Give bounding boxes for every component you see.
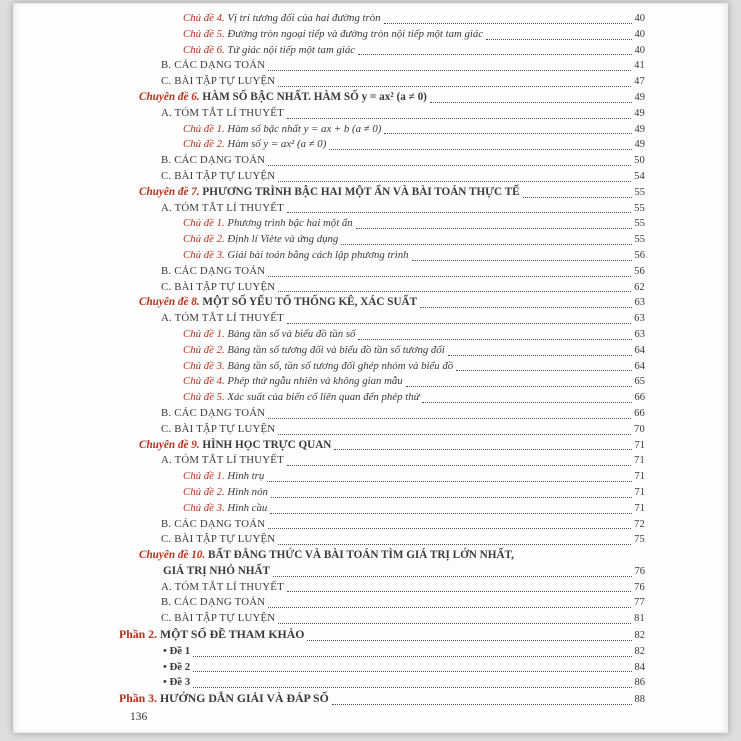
dot-leader xyxy=(384,133,631,134)
toc-entry-title: BÀI TẬP TỰ LUYỆN xyxy=(174,533,276,546)
dot-leader xyxy=(270,513,631,514)
toc-entry xyxy=(119,201,645,217)
toc-entry xyxy=(119,390,645,406)
toc-entry-title: Bảng tần số, tần số tương đối ghép nhóm và biểu đồ xyxy=(227,359,454,372)
footer-page-number: 136 xyxy=(130,711,148,723)
toc-entry xyxy=(119,74,645,90)
toc-entry-page-number: 66 xyxy=(634,392,645,404)
toc-entry-page-number: 76 xyxy=(634,565,645,577)
toc-entry-label: B. xyxy=(161,264,172,277)
toc-entry xyxy=(119,169,645,185)
toc-entry xyxy=(119,11,645,27)
toc-entry-label: Phần 3. xyxy=(119,691,158,706)
toc-entry xyxy=(119,122,645,138)
toc-entry-title: TÓM TẮT LÍ THUYẾT xyxy=(174,106,284,119)
toc-entry-title: Xác suất của biến cố liên quan đến phép thử xyxy=(227,391,420,404)
book-page xyxy=(13,3,728,733)
toc-entry-title: Hình trụ xyxy=(227,470,265,483)
toc-entry-label: Chủ đề 1. xyxy=(183,327,225,340)
toc-entry xyxy=(119,280,645,296)
toc-entry-title: Tứ giác nội tiếp một tam giác xyxy=(227,43,356,56)
toc-entry-label: Chủ đề 2. xyxy=(183,233,225,246)
toc-entry-title: PHƯƠNG TRÌNH BẬC HAI MỘT ẨN VÀ BÀI TOÁN THỰC TẾ xyxy=(202,185,520,198)
dot-leader xyxy=(448,355,632,356)
dot-leader xyxy=(278,291,631,292)
toc-entry-title: Đường tròn ngoại tiếp và đường tròn nội tiếp một tam giác xyxy=(227,27,484,40)
toc-entry-page-number: 50 xyxy=(634,155,645,167)
toc-entry-label: Chuyên đề 8. xyxy=(139,296,200,309)
dot-leader xyxy=(268,70,631,71)
toc-entry-label: Chủ đề 3. xyxy=(183,501,225,514)
toc-entry-label: Chủ đề 2. xyxy=(183,138,225,151)
dot-leader xyxy=(341,244,631,245)
toc-entry-label: B. xyxy=(161,59,172,72)
toc-entry-label: Chủ đề 5. xyxy=(183,27,225,40)
dot-leader xyxy=(406,386,632,387)
toc-entry-label: A. xyxy=(161,312,172,325)
toc-entry-page-number: 41 xyxy=(634,60,645,72)
toc-entry xyxy=(119,611,645,627)
toc-entry-label: C. xyxy=(161,533,172,546)
dot-leader xyxy=(278,544,631,545)
toc-entry-label: Chủ đề 4. xyxy=(183,12,225,24)
toc-entry xyxy=(119,153,645,169)
toc-entry xyxy=(119,517,645,533)
toc-entry-page-number: 86 xyxy=(634,677,645,689)
toc-entry-title: MỘT SỐ YẾU TỐ THỐNG KÊ, XÁC SUẤT xyxy=(202,296,418,309)
toc-entry xyxy=(119,644,645,660)
toc-entry xyxy=(119,485,645,501)
toc-list xyxy=(119,11,645,708)
toc-entry-title: TÓM TẮT LÍ THUYẾT xyxy=(174,580,284,593)
toc-entry xyxy=(119,185,645,201)
toc-entry-title: HƯỚNG DẪN GIẢI VÀ ĐÁP SỐ xyxy=(159,691,329,706)
toc-entry-page-number: 55 xyxy=(634,202,645,214)
toc-entry-title: BÀI TẬP TỰ LUYỆN xyxy=(174,75,276,88)
toc-entry-title: BẤT ĐẲNG THỨC VÀ BÀI TOÁN TÌM GIÁ TRỊ LỚN NHẤT, xyxy=(208,549,514,562)
dot-leader xyxy=(287,591,631,592)
toc-entry-label: Chủ đề 5. xyxy=(183,391,225,404)
toc-entry xyxy=(119,58,645,74)
toc-entry-label: C. xyxy=(161,169,172,182)
toc-entry-label: Chủ đề 4. xyxy=(183,375,225,388)
dot-leader xyxy=(358,54,631,55)
toc-entry-label: Chủ đề 2. xyxy=(183,343,225,356)
toc-entry-page-number: 66 xyxy=(634,407,645,419)
toc-entry-title: Vị trí tương đối của hai đường tròn xyxy=(227,12,381,24)
toc-entry-page-number: 40 xyxy=(634,28,645,40)
dot-leader xyxy=(193,687,631,688)
toc-entry xyxy=(119,532,645,548)
dot-leader xyxy=(278,434,631,435)
toc-entry-page-number: 71 xyxy=(634,471,645,483)
dot-leader xyxy=(278,623,631,624)
toc-entry-label: A. xyxy=(161,106,172,119)
dot-leader xyxy=(271,497,632,498)
dot-leader xyxy=(287,118,631,119)
toc-entry-label: B. xyxy=(161,154,172,167)
toc-entry-label: Chuyên đề 9. xyxy=(139,438,200,451)
toc-entry-title: CÁC DẠNG TOÁN xyxy=(174,264,266,277)
toc-entry-label: Chuyên đề 6. xyxy=(139,90,200,103)
toc-entry-page-number: 64 xyxy=(634,360,645,372)
toc-entry-page-number: 70 xyxy=(634,423,645,435)
dot-leader xyxy=(430,102,632,103)
toc-entry xyxy=(119,106,645,122)
toc-entry-page-number: 72 xyxy=(634,518,645,530)
toc-entry-title: MỘT SỐ ĐỀ THAM KHẢO xyxy=(159,627,305,642)
dot-leader xyxy=(268,276,631,277)
toc-entry xyxy=(119,660,645,676)
dot-leader xyxy=(307,640,631,641)
toc-entry-label: B. xyxy=(161,596,172,609)
dot-leader xyxy=(420,307,631,308)
toc-entry-title: Giải bài toán bằng cách lập phương trình xyxy=(227,248,409,261)
toc-entry xyxy=(119,374,645,390)
dot-leader xyxy=(193,671,631,672)
toc-entry-page-number: 65 xyxy=(634,376,645,388)
toc-entry-label: Chủ đề 2. xyxy=(183,485,225,498)
toc-entry-title: Định lí Viète và ứng dụng xyxy=(227,233,339,246)
toc-entry-page-number: 75 xyxy=(634,534,645,546)
toc-entry-label: B. xyxy=(161,517,172,530)
toc-entry-page-number: 47 xyxy=(634,76,645,88)
toc-entry-title: CÁC DẠNG TOÁN xyxy=(174,154,266,167)
toc-entry-page-number: 76 xyxy=(634,581,645,593)
dot-leader xyxy=(456,370,631,371)
dot-leader xyxy=(358,339,631,340)
toc-entry-label: Phần 2. xyxy=(119,627,158,642)
toc-entry-page-number: 54 xyxy=(634,170,645,182)
toc-entry xyxy=(119,43,645,59)
toc-entry-title: CÁC DẠNG TOÁN xyxy=(174,59,266,72)
toc-entry-page-number: 88 xyxy=(634,694,645,706)
toc-entry-label: A. xyxy=(161,580,172,593)
toc-entry-label: Chủ đề 3. xyxy=(183,248,225,261)
toc-entry xyxy=(119,295,645,311)
toc-entry xyxy=(119,691,645,708)
toc-entry xyxy=(119,359,645,375)
toc-entry-title: TÓM TẮT LÍ THUYẾT xyxy=(174,454,284,467)
toc-entry-label: Chủ đề 1. xyxy=(183,470,225,483)
toc-entry-page-number: 82 xyxy=(634,645,645,657)
toc-entry-page-number: 49 xyxy=(634,107,645,119)
toc-entry-label: • xyxy=(163,676,167,689)
dot-leader xyxy=(287,212,631,213)
dot-leader xyxy=(287,465,631,466)
toc-entry-label: Chủ đề 6. xyxy=(183,43,225,56)
toc-entry-title: Phép thử ngẫu nhiên và không gian mẫu xyxy=(227,375,403,388)
toc-entry-page-number: 63 xyxy=(634,328,645,340)
toc-entry xyxy=(119,137,645,153)
toc-entry xyxy=(119,548,645,580)
toc-entry-title: Bảng tần số và biểu đồ tần số xyxy=(227,327,356,340)
toc-entry xyxy=(119,232,645,248)
toc-entry-page-number: 62 xyxy=(634,281,645,293)
toc-entry-title: HÌNH HỌC TRỰC QUAN xyxy=(202,438,332,451)
dot-leader xyxy=(412,260,632,261)
toc-entry-page-number: 71 xyxy=(634,486,645,498)
toc-entry xyxy=(119,27,645,43)
toc-entry xyxy=(119,627,645,644)
dot-leader xyxy=(278,86,631,87)
dot-leader xyxy=(329,149,631,150)
dot-leader xyxy=(268,165,631,166)
toc-entry-page-number: 55 xyxy=(634,234,645,246)
toc-entry-label: Chủ đề 1. xyxy=(183,217,225,230)
toc-entry-label: • xyxy=(163,644,167,657)
dot-leader xyxy=(273,576,631,577)
toc-entry-page-number: 49 xyxy=(634,91,645,103)
toc-entry-page-number: 49 xyxy=(634,123,645,135)
dot-leader xyxy=(278,181,631,182)
toc-entry-title-continued: GIÁ TRỊ NHỎ NHẤT xyxy=(163,564,271,577)
toc-entry xyxy=(119,469,645,485)
toc-entry-title: Bảng tần số tương đối và biểu đồ tần số tương đối xyxy=(227,343,445,356)
dot-leader xyxy=(334,449,631,450)
toc-entry-title: Đề 3 xyxy=(169,676,191,689)
toc-entry-title: BÀI TẬP TỰ LUYỆN xyxy=(174,422,276,435)
toc-entry-label: Chủ đề 1. xyxy=(183,122,225,135)
toc-entry xyxy=(119,501,645,517)
toc-entry-title: Hình nón xyxy=(227,485,268,498)
toc-entry xyxy=(119,453,645,469)
toc-entry-title: BÀI TẬP TỰ LUYỆN xyxy=(174,169,276,182)
dot-leader xyxy=(268,418,631,419)
toc-entry-title: CÁC DẠNG TOÁN xyxy=(174,517,266,530)
toc-entry-label: C. xyxy=(161,422,172,435)
dot-leader xyxy=(287,323,631,324)
toc-entry-label: C. xyxy=(161,75,172,88)
toc-entry-page-number: 71 xyxy=(634,455,645,467)
toc-entry xyxy=(119,343,645,359)
toc-entry-title: Hàm số y = ax² (a ≠ 0) xyxy=(227,138,327,151)
dot-leader xyxy=(523,197,632,198)
toc-entry-label: Chủ đề 3. xyxy=(183,359,225,372)
dot-leader xyxy=(384,23,632,24)
toc-entry xyxy=(119,580,645,596)
toc-entry xyxy=(119,438,645,454)
toc-entry-page-number: 55 xyxy=(634,186,645,198)
toc-entry-page-number: 84 xyxy=(634,661,645,673)
toc-entry-page-number: 63 xyxy=(634,297,645,309)
toc-entry-page-number: 40 xyxy=(634,44,645,56)
dot-leader xyxy=(422,402,631,403)
toc-entry-page-number: 63 xyxy=(634,313,645,325)
toc-entry-title: TÓM TẮT LÍ THUYẾT xyxy=(174,312,284,325)
toc-entry-page-number: 49 xyxy=(634,139,645,151)
toc-entry xyxy=(119,90,645,106)
toc-entry-label: C. xyxy=(161,280,172,293)
toc-entry xyxy=(119,675,645,691)
toc-entry-label: B. xyxy=(161,406,172,419)
toc-entry xyxy=(119,248,645,264)
toc-entry-title: HÀM SỐ BẬC NHẤT. HÀM SỐ y = ax² (a ≠ 0) xyxy=(202,90,427,103)
toc-entry-title: Đề 2 xyxy=(169,660,191,673)
toc-entry-page-number: 81 xyxy=(634,613,645,625)
toc-entry xyxy=(119,406,645,422)
toc-entry-page-number: 77 xyxy=(634,597,645,609)
toc-entry-label: • xyxy=(163,660,167,673)
toc-entry-title: Đề 1 xyxy=(169,644,191,657)
toc-entry-title: BÀI TẬP TỰ LUYỆN xyxy=(174,612,276,625)
toc-entry-title: Hình cầu xyxy=(227,501,268,514)
toc-entry-page-number: 40 xyxy=(634,13,645,24)
toc-entry xyxy=(119,327,645,343)
toc-entry-page-number: 71 xyxy=(634,502,645,514)
toc-entry-title: CÁC DẠNG TOÁN xyxy=(174,596,266,609)
toc-entry-title: Phương trình bậc hai một ẩn xyxy=(227,217,353,230)
toc-entry-page-number: 82 xyxy=(634,630,645,642)
toc-entry-label: C. xyxy=(161,612,172,625)
toc-entry-title: BÀI TẬP TỰ LUYỆN xyxy=(174,280,276,293)
toc-entry-label: Chuyên đề 7. xyxy=(139,185,200,198)
dot-leader xyxy=(332,704,632,705)
toc-entry-title: Hàm số bậc nhất y = ax + b (a ≠ 0) xyxy=(227,122,382,135)
toc-entry xyxy=(119,422,645,438)
toc-entry-label: A. xyxy=(161,454,172,467)
toc-entry-label: A. xyxy=(161,201,172,214)
toc-entry-label: Chuyên đề 10. xyxy=(139,549,206,562)
toc-entry xyxy=(119,264,645,280)
dot-leader xyxy=(193,656,631,657)
toc-entry-page-number: 56 xyxy=(634,249,645,261)
toc-entry xyxy=(119,216,645,232)
dot-leader xyxy=(268,528,631,529)
toc-entry-title: TÓM TẮT LÍ THUYẾT xyxy=(174,201,284,214)
toc-entry-title: CÁC DẠNG TOÁN xyxy=(174,406,266,419)
toc-entry-page-number: 55 xyxy=(634,218,645,230)
toc-entry xyxy=(119,311,645,327)
dot-leader xyxy=(486,39,631,40)
dot-leader xyxy=(356,228,632,229)
toc-entry-page-number: 71 xyxy=(634,439,645,451)
dot-leader xyxy=(267,481,631,482)
toc-entry-page-number: 64 xyxy=(634,344,645,356)
toc-entry-page-number: 56 xyxy=(634,265,645,277)
dot-leader xyxy=(268,607,631,608)
toc-entry xyxy=(119,595,645,611)
